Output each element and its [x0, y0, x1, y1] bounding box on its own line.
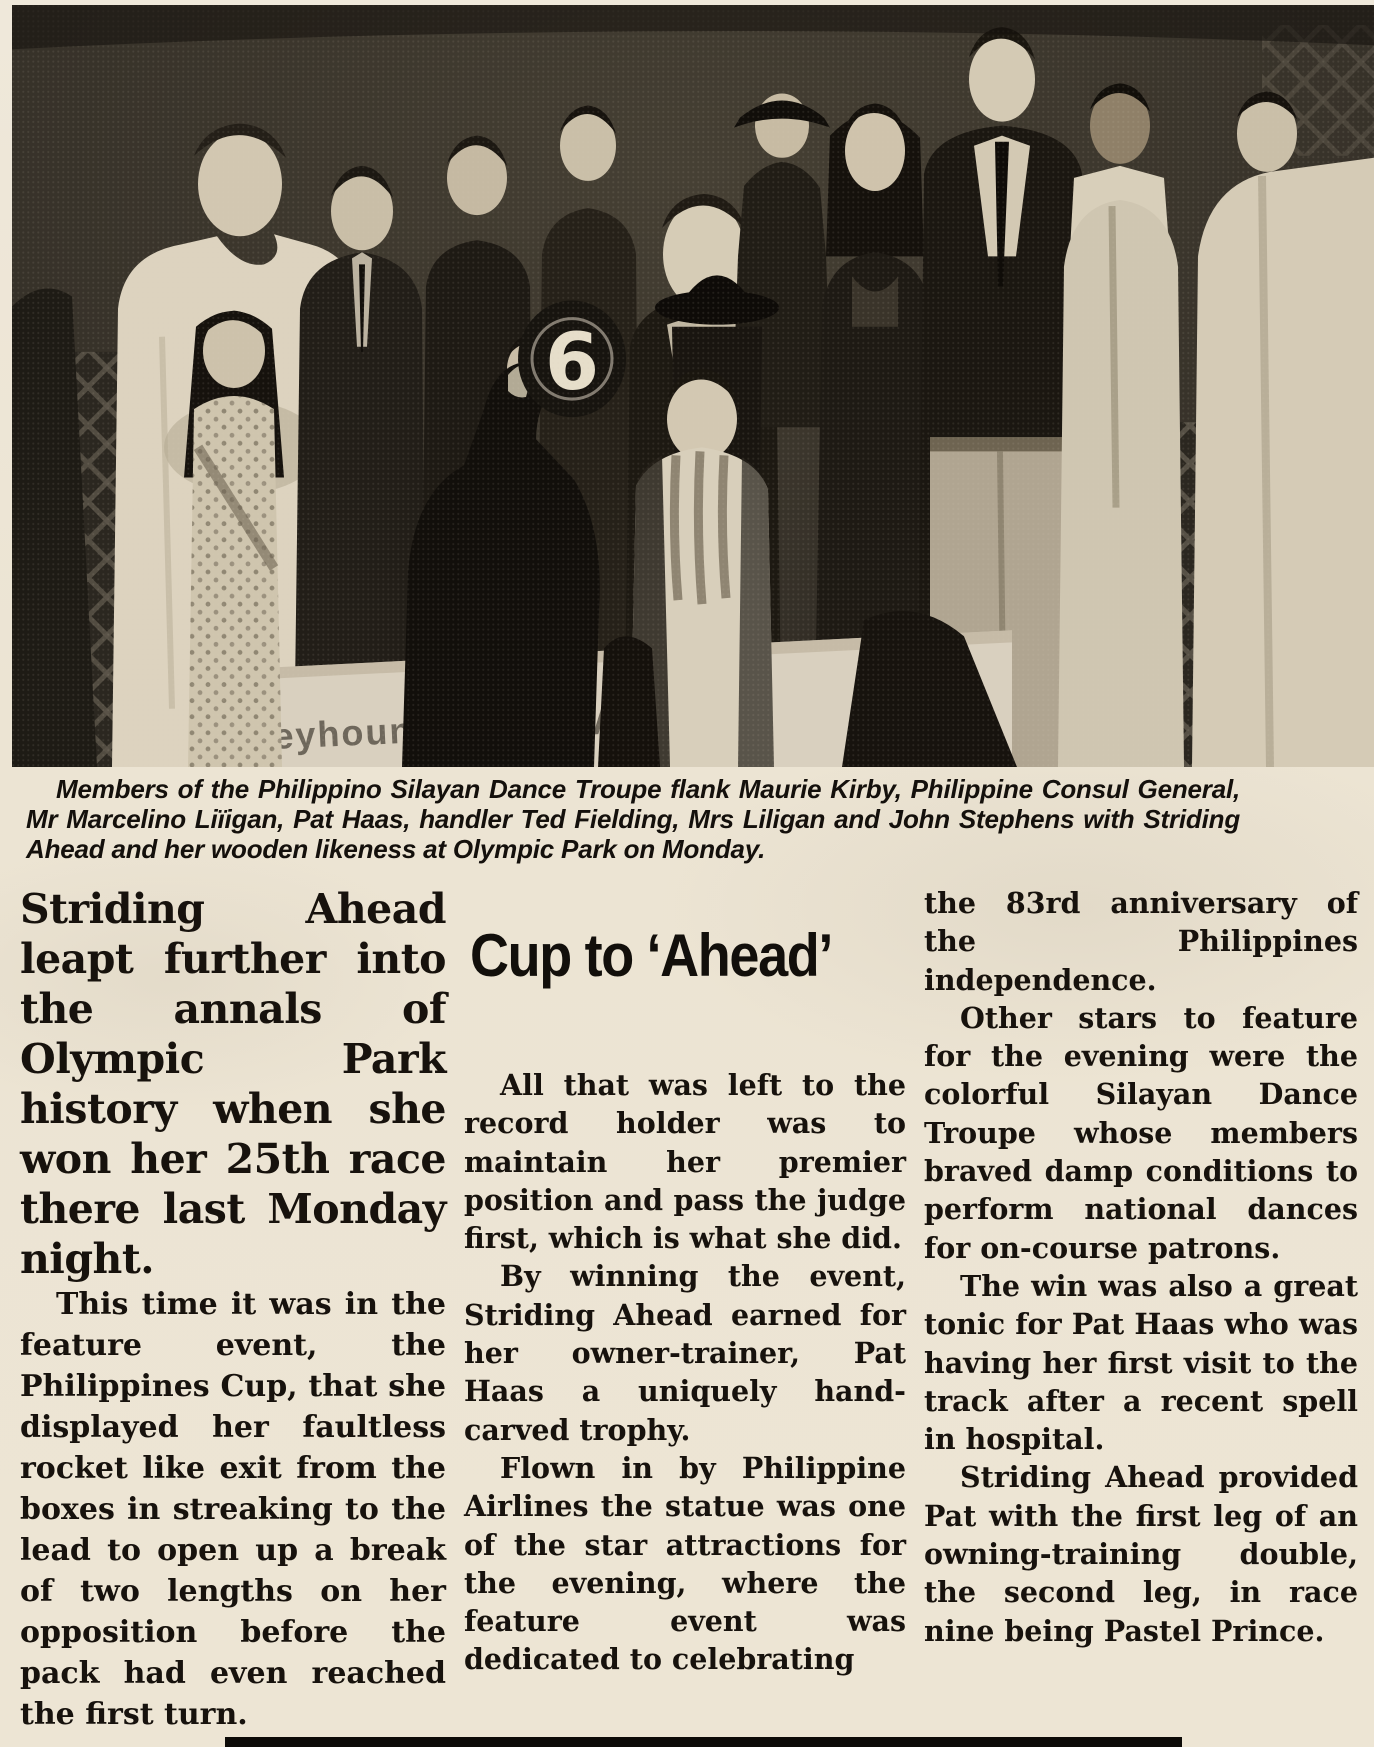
photo [12, 5, 1374, 767]
headline: Cup to ‘Ahead’ [470, 922, 833, 989]
halftone-overlay [12, 5, 1374, 767]
paragraph: This time it was in the feature event, the Philippines Cup, that she displayed her faultless rocket like exit from the boxes in streaking to the lead to open up a break of two lengths on her opposition before the pack had even reached the first turn. [20, 1287, 446, 1732]
paragraph: Striding Ahead provided Pat with the first leg of an owning-training double, the second leg, in race nine being Pastel Prince. [924, 1460, 1358, 1648]
column-right [924, 884, 1358, 1650]
column-middle [464, 884, 906, 1679]
paragraph: The win was also a great tonic for Pat Haas who was having her first visit to the track after a recent spell in hospital. [924, 1268, 1358, 1457]
paragraph: By winning the event, Striding Ahead earned for her owner-trainer, Pat Haas a uniquely hand-carved trophy. [464, 1259, 906, 1447]
bottom-rule [225, 1737, 1182, 1747]
photo-caption: Members of the Philippino Silayan Dance Troupe flank Maurie Kirby, Philippine Consul General, Mr Marcelino Liïigan, Pat Haas, handler Ted Fielding, Mrs Liligan and John Stephens with Striding Ahead and her wooden likeness at Olympic Park on Monday. [26, 774, 1240, 864]
paragraph: the 83rd anniversary of the Philippines independence. [924, 886, 1358, 997]
paragraph: Other stars to feature for the evening were the colorful Silayan Dance Troupe whose members braved damp conditions to perform national dances for on-course patrons. [924, 1000, 1358, 1265]
lead-paragraph: Striding Ahead leapt further into the annals of Olympic Park history when she won her 25th race there last Monday night. [20, 885, 446, 1283]
paragraph: All that was left to the record holder was to maintain her premier position and pass the judge first, which is what she did. [464, 1068, 906, 1256]
column-left [20, 884, 446, 1735]
paragraph: Flown in by Philippine Airlines the statue was one of the star attractions for the evening, where the feature event was dedicated to celebrating [464, 1450, 906, 1677]
photo-illustration [12, 5, 1374, 767]
